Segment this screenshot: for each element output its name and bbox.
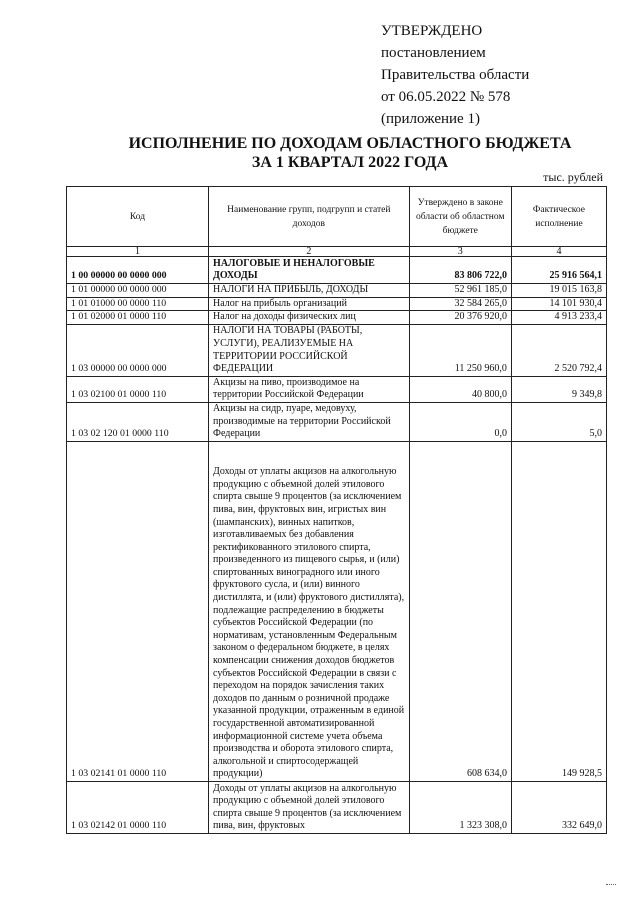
column-number: 3: [409, 247, 511, 257]
row-plan: 40 800,0: [409, 376, 511, 402]
row-plan: 52 961 185,0: [409, 284, 511, 298]
row-fact: 149 928,5: [511, 441, 606, 781]
row-name: Акцизы на пиво, производимое на территории Российской Федерации: [209, 376, 410, 402]
table-row: [67, 284, 607, 298]
row-code: 1 03 00000 00 0000 000: [67, 324, 209, 376]
scan-artifact: [606, 884, 616, 891]
row-code: 1 00 00000 00 0000 000: [67, 257, 209, 284]
row-plan: 20 376 920,0: [409, 311, 511, 325]
row-plan: 608 634,0: [409, 441, 511, 781]
column-number: 4: [511, 247, 606, 257]
row-plan: 32 584 265,0: [409, 297, 511, 311]
row-fact: 2 520 792,4: [511, 324, 606, 376]
table-row: [67, 324, 607, 376]
row-fact: 5,0: [511, 402, 606, 441]
row-name: Налог на доходы физических лиц: [209, 311, 410, 325]
table-row: [67, 402, 607, 441]
approval-stamp: [381, 20, 621, 130]
row-name: Акцизы на сидр, пуаре, медовуху, производимые на территории Российской Федерации: [209, 402, 410, 441]
table-row: [67, 781, 607, 833]
row-code: 1 03 02142 01 0000 110: [67, 781, 209, 833]
row-name: Налог на прибыль организаций: [209, 297, 410, 311]
row-plan: 1 323 308,0: [409, 781, 511, 833]
row-name: Доходы от уплаты акцизов на алкогольную продукцию с объемной долей этилового спирта свыше 9 процентов (за исключением пива, вин, фруктовых вин, игристых вин (шампанских), винных напитков, изготавливаемых без добавления ректификованного этилового спирта, произведенного из пищевого сырья, и (или) спиртованных виноградного или иного фруктового сусла, и (или) винного дистиллята, и (или) фруктового дистиллята), подлежащие распределению в бюджеты субъектов Российской Федерации (по нормативам, установленным Федеральным законом о федеральном бюджете, в целях компенсации снижения доходов бюджетов субъектов Российской Федерации в связи с переходом на порядок зачисления таких доходов по данным о розничной продаже указанной продукции, отраженным в единой государственной автоматизированной информационной системе учета объема производства и оборота этилового спирта, алкогольной и спиртосодержащей продукции): [209, 441, 410, 781]
row-plan: 0,0: [409, 402, 511, 441]
approval-line: УТВЕРЖДЕНО: [381, 23, 483, 39]
title-line-1: ИСПОЛНЕНИЕ ПО ДОХОДАМ ОБЛАСТНОГО БЮДЖЕТА: [128, 135, 572, 152]
table-row: [67, 257, 607, 284]
row-code: 1 01 01000 00 0000 110: [67, 297, 209, 311]
row-plan: 83 806 722,0: [409, 257, 511, 284]
row-fact: 9 349,8: [511, 376, 606, 402]
column-number-row: [67, 247, 607, 257]
row-fact: 25 916 564,1: [511, 257, 606, 284]
row-code: 1 03 02100 01 0000 110: [67, 376, 209, 402]
header-code: Код: [67, 187, 209, 247]
revenue-table: [66, 186, 607, 834]
table-row: [67, 441, 607, 781]
header-row: [67, 187, 607, 247]
header-plan: Утверждено в законе области об областном бюджете: [409, 187, 511, 247]
table-row: [67, 297, 607, 311]
header-name: Наименование групп, подгрупп и статей доходов: [209, 187, 410, 247]
row-fact: 19 015 163,8: [511, 284, 606, 298]
document-title: [60, 134, 640, 172]
row-code: 1 01 02000 01 0000 110: [67, 311, 209, 325]
header-fact: Фактическое исполнение: [511, 187, 606, 247]
column-number: 1: [67, 247, 209, 257]
column-number: 2: [209, 247, 410, 257]
row-name: НАЛОГИ НА ТОВАРЫ (РАБОТЫ, УСЛУГИ), РЕАЛИЗУЕМЫЕ НА ТЕРРИТОРИИ РОССИЙСКОЙ ФЕДЕРАЦИИ: [209, 324, 410, 376]
row-code: 1 03 02 120 01 0000 110: [67, 402, 209, 441]
table-row: [67, 376, 607, 402]
row-name: Доходы от уплаты акцизов на алкогольную продукцию с объемной долей этилового спирта свыше 9 процентов (за исключением пива, вин, фруктовых: [209, 781, 410, 833]
row-name: НАЛОГИ НА ПРИБЫЛЬ, ДОХОДЫ: [209, 284, 410, 298]
row-plan: 11 250 960,0: [409, 324, 511, 376]
table-row: [67, 311, 607, 325]
row-fact: 14 101 930,4: [511, 297, 606, 311]
units-label: тыс. рублей: [543, 170, 603, 184]
row-name: НАЛОГОВЫЕ И НЕНАЛОГОВЫЕ ДОХОДЫ: [209, 257, 410, 284]
title-line-2: ЗА 1 КВАРТАЛ 2022 ГОДА: [251, 154, 449, 171]
row-fact: 4 913 233,4: [511, 311, 606, 325]
row-fact: 332 649,0: [511, 781, 606, 833]
approval-line: (приложение 1): [381, 111, 480, 127]
approval-line: Правительства области: [381, 67, 530, 83]
approval-line: от 06.05.2022 № 578: [381, 89, 511, 105]
approval-line: постановлением: [381, 45, 486, 61]
row-code: 1 01 00000 00 0000 000: [67, 284, 209, 298]
row-code: 1 03 02141 01 0000 110: [67, 441, 209, 781]
